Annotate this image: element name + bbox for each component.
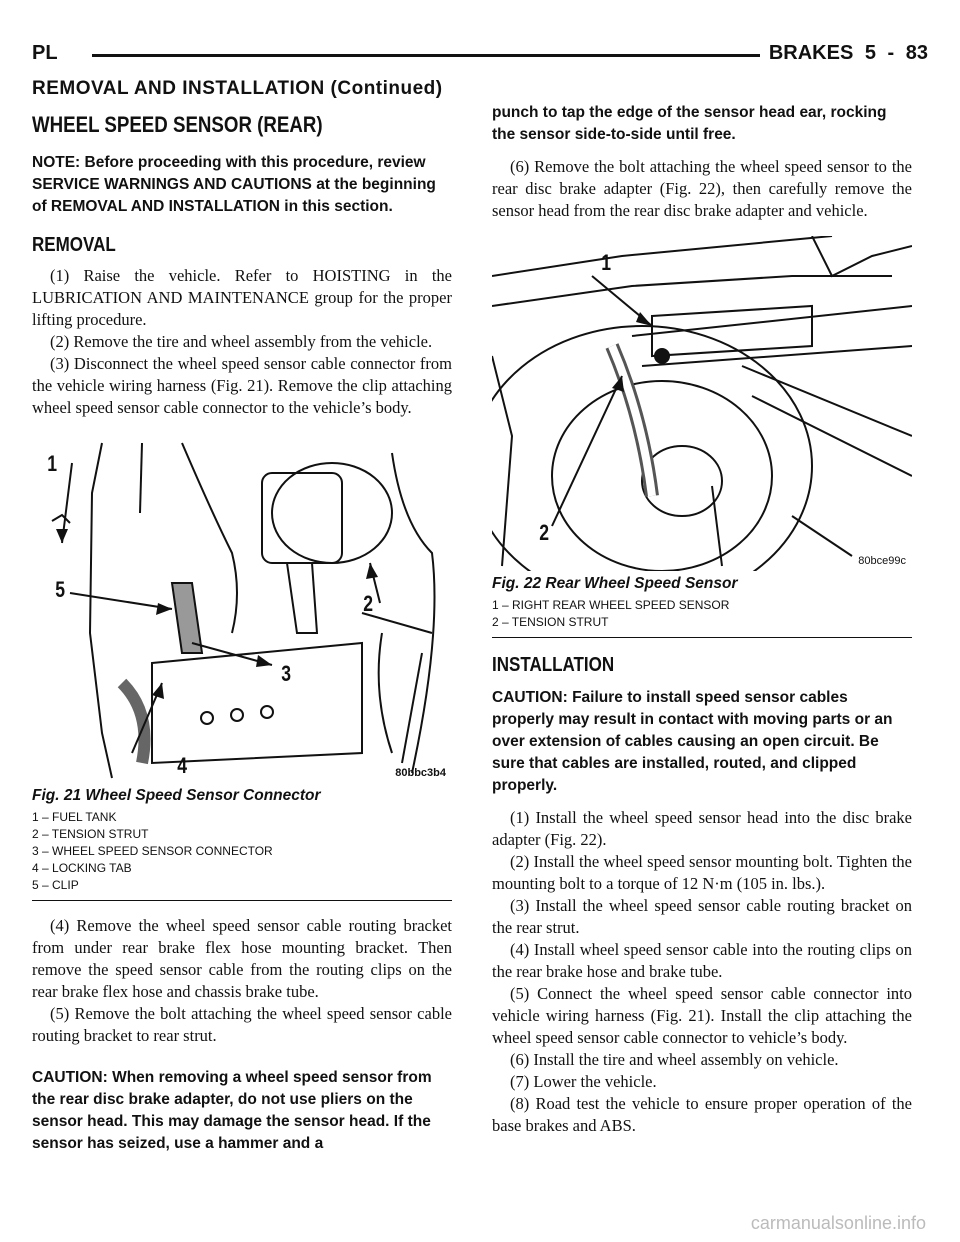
fig22-callout-2: 2 [539, 520, 550, 545]
installation-caution: CAUTION: Failure to install speed sensor cables properly may result in contact with moving parts or an over extension of cables causing an open circuit. Be sure that cables are installed, routed, and clipped properly. [492, 689, 893, 794]
removal-step: (1) Raise the vehicle. Refer to HOISTING in the LUBRICATION AND MAINTENANCE group for the proper lifting procedure. [32, 266, 452, 329]
removal-step: (6) Remove the bolt attaching the wheel speed sensor to the rear disc brake adapter (Fig. 22), then carefully remove the sensor head from the rear disc brake adapter and vehicle. [492, 157, 912, 220]
watermark: carmanualsonline.info [750, 1213, 926, 1233]
removal-step: (3) Disconnect the wheel speed sensor cable connector from the vehicle wiring harness (Fig. 21). Remove the clip attaching wheel speed sensor cable connector to the vehicle’s body. [32, 354, 452, 417]
fig21-callout-1: 1 [47, 451, 58, 476]
note-text: NOTE: Before proceeding with this procedure, review SERVICE WARNINGS AND CAUTIONS at the beginning of REMOVAL AND INSTALLATION in this section. [32, 154, 436, 215]
removal-heading: REMOVAL [32, 234, 116, 256]
fig22-code: 80bce99c [858, 555, 906, 567]
fig22-drawing [492, 236, 912, 571]
installation-step: (4) Install wheel speed sensor cable into the routing clips on the rear brake hose and brake tube. [492, 940, 912, 981]
continued-heading: REMOVAL AND INSTALLATION (Continued) [32, 78, 443, 99]
installation-step: (3) Install the wheel speed sensor cable routing bracket on the rear strut. [492, 896, 912, 937]
fig22-legend [492, 597, 912, 631]
installation-step: (8) Road test the vehicle to ensure proper operation of the base brakes and ABS. [492, 1094, 912, 1135]
legend-item: 1 – RIGHT REAR WHEEL SPEED SENSOR [492, 598, 730, 612]
legend-item: 5 – CLIP [32, 878, 79, 892]
fig21-legend [32, 809, 452, 894]
fig21-code: 80bbc3b4 [395, 767, 446, 779]
installation-step: (1) Install the wheel speed sensor head into the disc brake adapter (Fig. 22). [492, 808, 912, 849]
figure-21-illustration [32, 433, 452, 783]
removal-step: (2) Remove the tire and wheel assembly from the vehicle. [50, 332, 433, 351]
header-page-label: BRAKES 5 - 83 [768, 42, 928, 64]
fig21-callout-5: 5 [55, 577, 66, 602]
page-header [32, 42, 928, 72]
installation-step: (2) Install the wheel speed sensor mounting bolt. Tighten the mounting bolt to a torque of 12 N·m (105 in. lbs.). [492, 852, 912, 893]
fig22-rule [492, 637, 912, 638]
fig22-callout-1: 1 [601, 250, 612, 275]
header-rule [92, 54, 760, 57]
legend-item: 1 – FUEL TANK [32, 810, 117, 824]
fig21-callout-3: 3 [281, 661, 292, 686]
fig21-callout-2: 2 [363, 591, 374, 616]
fig22-caption: Fig. 22 Rear Wheel Speed Sensor [492, 575, 738, 592]
installation-step: (5) Connect the wheel speed sensor cable connector into vehicle wiring harness (Fig. 21). Install the clip attaching the wheel speed sensor cable connector to vehicle’s body. [492, 984, 912, 1047]
legend-item: 3 – WHEEL SPEED SENSOR CONNECTOR [32, 844, 273, 858]
legend-item: 4 – LOCKING TAB [32, 861, 132, 875]
installation-step: (7) Lower the vehicle. [510, 1072, 657, 1091]
section-title: WHEEL SPEED SENSOR (REAR) [32, 112, 323, 137]
fig21-callout-4: 4 [177, 753, 188, 778]
caution-text: CAUTION: When removing a wheel speed sensor from the rear disc brake adapter, do not use pliers on the sensor head. This may damage the sensor head. If the sensor has seized, use a hammer and a [32, 1069, 432, 1152]
fig21-drawing [32, 433, 452, 783]
removal-step: (5) Remove the bolt attaching the wheel speed sensor cable routing bracket to rear strut. [32, 1004, 452, 1045]
fig21-rule [32, 900, 452, 901]
legend-item: 2 – TENSION STRUT [492, 615, 609, 629]
header-section-code: PL [32, 42, 58, 64]
installation-step: (6) Install the tire and wheel assembly on vehicle. [510, 1050, 839, 1069]
caution-continued: punch to tap the edge of the sensor head ear, rocking the sensor side-to-side until free. [492, 104, 887, 143]
left-column [32, 112, 452, 1165]
figure-22-illustration [492, 236, 912, 571]
right-column [492, 102, 912, 1137]
legend-item: 2 – TENSION STRUT [32, 827, 149, 841]
fig21-caption: Fig. 21 Wheel Speed Sensor Connector [32, 787, 321, 804]
installation-heading: INSTALLATION [492, 654, 615, 676]
removal-step: (4) Remove the wheel speed sensor cable routing bracket from under rear brake flex hose mounting bracket. Then remove the speed sensor cable from the routing clips on the rear brake flex hose and chassis brake tube. [32, 916, 452, 1001]
